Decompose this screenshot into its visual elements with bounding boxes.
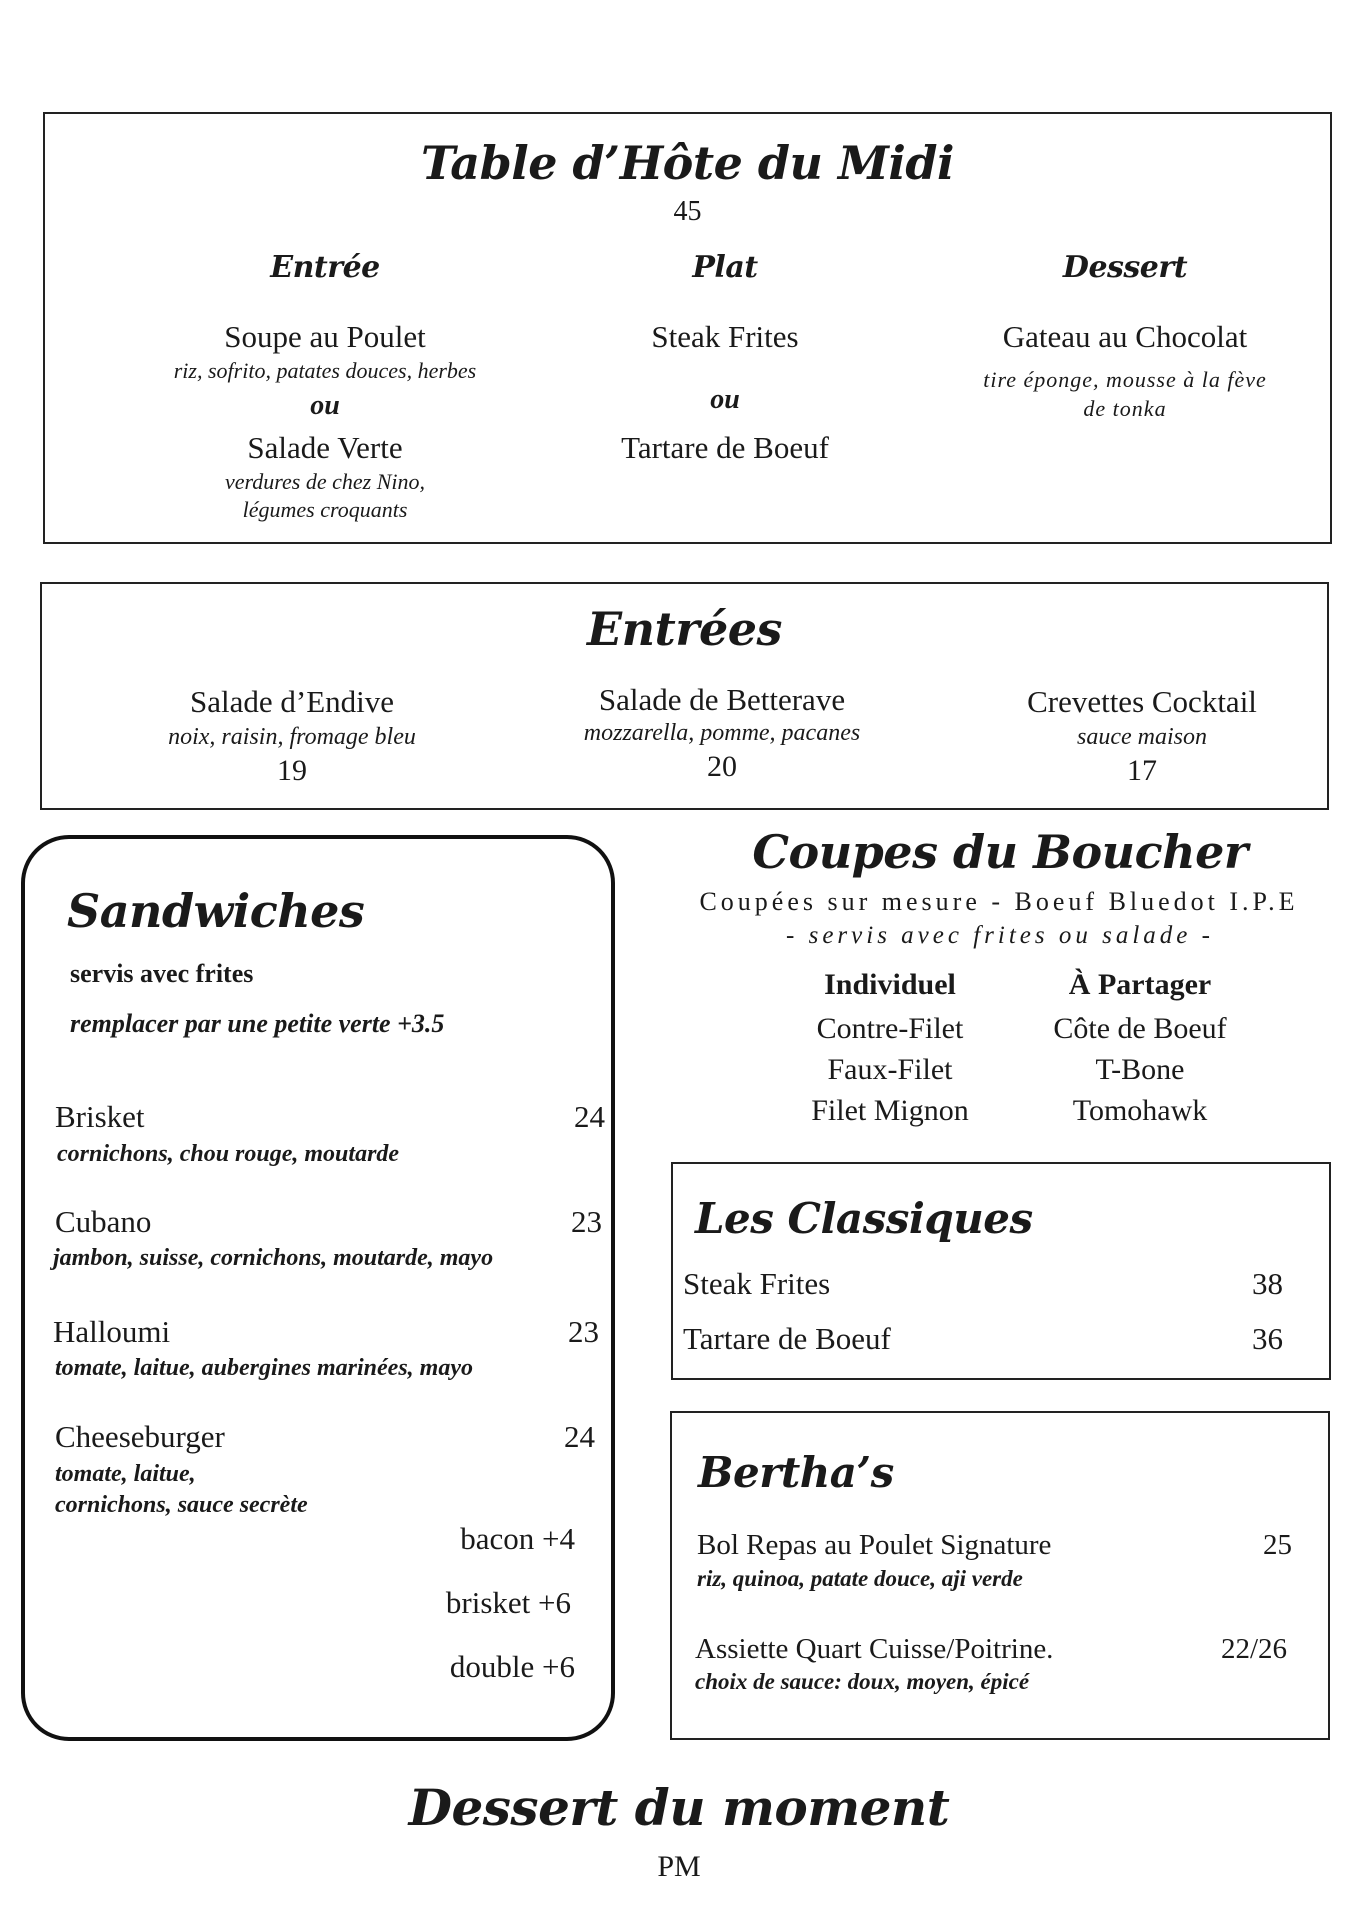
cut-item: T-Bone [1095, 1053, 1185, 1086]
dish-name: Tartare de Boeuf [683, 1321, 891, 1356]
dish-desc: tomate, laitue, aubergines marinées, mayo [55, 1355, 473, 1381]
dessert-moment-price: PM [657, 1850, 701, 1883]
sandwich-extra: double +6 [449, 1649, 575, 1684]
dish-desc: choix de sauce: doux, moyen, épicé [695, 1669, 1030, 1694]
sandwiches-note: remplacer par une petite verte +3.5 [70, 1009, 445, 1038]
dish-price: 22/26 [1220, 1633, 1287, 1665]
dish-name: Brisket [55, 1099, 145, 1134]
dish-name: Assiette Quart Cuisse/Poitrine. [695, 1633, 1054, 1665]
sandwiches-title: Sandwiches [67, 884, 365, 938]
dish-name: Crevettes Cocktail [1027, 684, 1257, 719]
sandwiches-box [21, 835, 615, 1741]
sandwich-row [55, 1099, 605, 1135]
dish-name: Tartare de Boeuf [621, 430, 829, 465]
dish-price: 38 [1252, 1266, 1283, 1301]
or-label: ou [710, 384, 740, 415]
dessert-moment-title: Dessert du moment [408, 1778, 950, 1837]
dish-price: 20 [707, 750, 737, 783]
dish-price: 36 [1252, 1321, 1283, 1356]
dish-name: Gateau au Chocolat [1002, 319, 1248, 354]
dish-name: Soupe au Poulet [224, 319, 426, 354]
dish-name: Salade Verte [247, 430, 403, 465]
coupes-partager [1010, 968, 1270, 1135]
dish-price: 23 [571, 1204, 602, 1239]
dish-name: Cubano [55, 1204, 152, 1239]
dish-desc: cornichons, sauce secrète [55, 1492, 308, 1518]
coupes-individuel [760, 968, 1020, 1135]
dish-name: Halloumi [53, 1314, 171, 1349]
col-heading: Dessert [1062, 250, 1188, 285]
table-hote-price: 45 [673, 196, 702, 227]
dish-price: 24 [564, 1419, 595, 1454]
dish-desc: riz, quinoa, patate douce, aji verde [697, 1566, 1023, 1591]
dish-desc: noix, raisin, fromage bleu [168, 724, 416, 750]
sandwich-row [55, 1419, 595, 1455]
coupes-title: Coupes du Boucher [752, 825, 1248, 879]
cut-item: Tomohawk [1072, 1094, 1208, 1127]
berthas-title: Bertha’s [698, 1448, 894, 1497]
dish-name: Steak Frites [683, 1266, 831, 1301]
cut-item: Côte de Boeuf [1053, 1012, 1227, 1045]
dish-desc: tire éponge, mousse à la fève [983, 367, 1267, 392]
dish-name: Bol Repas au Poulet Signature [697, 1529, 1052, 1561]
dish-desc: jambon, suisse, cornichons, moutarde, mayo [53, 1245, 494, 1271]
classique-row [683, 1266, 1283, 1302]
dish-price: 24 [574, 1099, 605, 1134]
dish-desc: sauce maison [1077, 724, 1207, 750]
dish-desc: cornichons, chou rouge, moutarde [57, 1141, 400, 1167]
col-heading: Individuel [824, 968, 956, 1001]
dish-desc: verdures de chez Nino, [225, 469, 425, 494]
dish-desc: riz, sofrito, patates douces, herbes [173, 358, 477, 383]
table-hote-box [43, 112, 1332, 544]
sandwich-row [55, 1204, 602, 1240]
berthas-row [697, 1529, 1292, 1562]
sandwich-row [53, 1314, 599, 1350]
coupes-subtitle: Coupées sur mesure - Boeuf Bluedot I.P.E [699, 887, 1299, 916]
dish-name: Steak Frites [651, 319, 799, 354]
col-heading: Plat [692, 250, 758, 285]
col-heading: Entrée [270, 250, 380, 285]
entrees-box [40, 582, 1329, 810]
classique-row [683, 1321, 1283, 1357]
cut-item: Contre-Filet [816, 1012, 964, 1045]
dish-desc: légumes croquants [242, 497, 408, 522]
dish-price: 19 [277, 754, 307, 787]
berthas-row [695, 1633, 1287, 1666]
dish-price: 23 [568, 1314, 599, 1349]
dish-desc: mozzarella, pomme, pacanes [583, 720, 861, 746]
entrees-title: Entrées [587, 602, 782, 656]
dish-name: Cheeseburger [55, 1419, 225, 1454]
classiques-title: Les Classiques [695, 1194, 1033, 1243]
sandwich-extra: bacon +4 [460, 1521, 575, 1556]
dish-price: 25 [1263, 1529, 1292, 1561]
dish-name: Salade d’Endive [189, 684, 394, 719]
col-heading: À Partager [1068, 968, 1212, 1001]
dish-name: Salade de Betterave [598, 682, 846, 717]
or-label: ou [310, 390, 340, 421]
dish-price: 17 [1127, 754, 1157, 787]
cut-item: Filet Mignon [811, 1094, 969, 1127]
dish-desc: tomate, laitue, [55, 1461, 196, 1487]
berthas-box [670, 1411, 1330, 1740]
dish-desc: de tonka [1083, 396, 1167, 421]
cut-item: Faux-Filet [827, 1053, 953, 1086]
table-hote-title: Table d’Hôte du Midi [420, 136, 955, 190]
sandwiches-note: servis avec frites [70, 959, 254, 988]
coupes-served: - servis avec frites ou salade - [786, 922, 1214, 949]
sandwich-extra: brisket +6 [445, 1585, 571, 1620]
classiques-box [671, 1162, 1331, 1380]
